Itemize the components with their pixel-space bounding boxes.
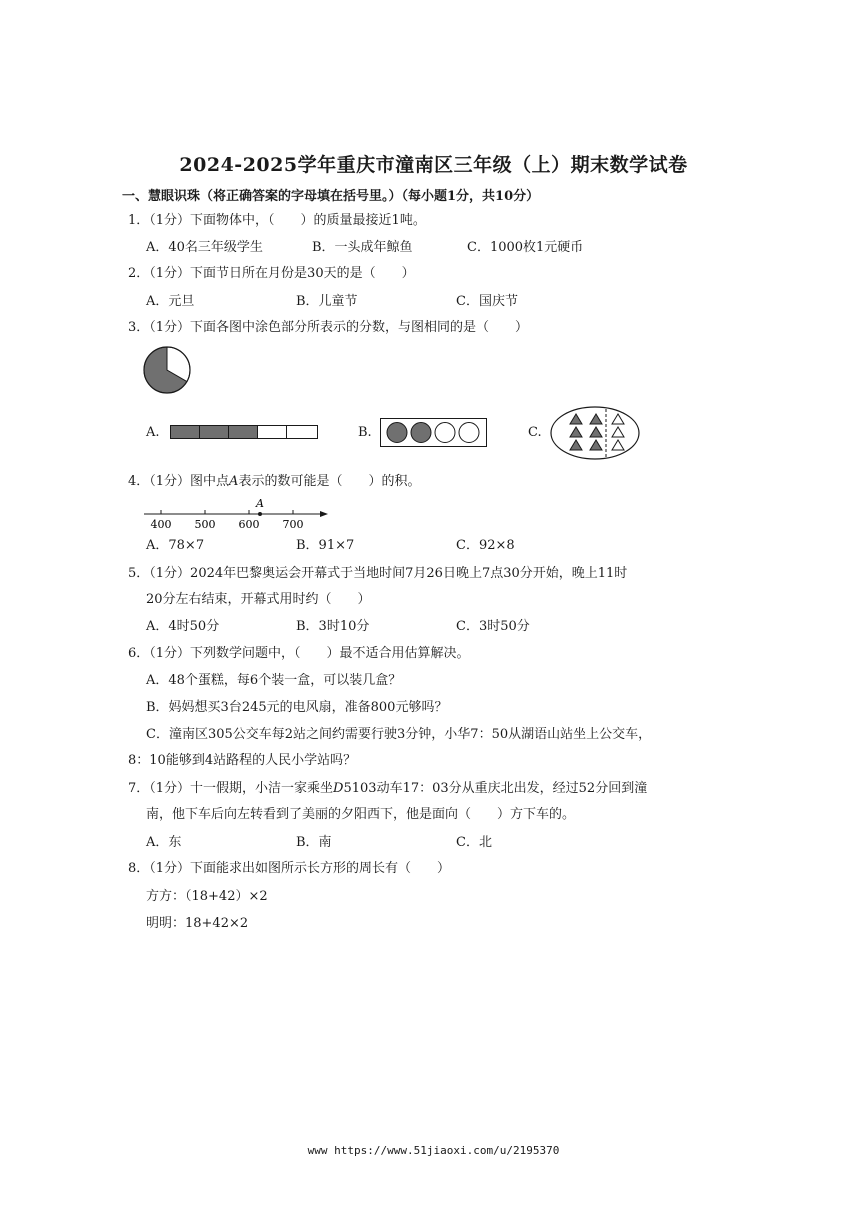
question-1-option-b: B．一头成年鲸鱼 xyxy=(312,240,413,255)
question-7-option-a: A．东 xyxy=(146,835,182,850)
reference-circle-figure xyxy=(143,346,193,396)
question-1-stem: 1．（1分）下面物体中，（ ）的质量最接近1吨。 xyxy=(128,213,426,228)
page-title: 2024-2025学年重庆市潼南区三年级（上）期末数学试卷 xyxy=(179,154,688,176)
option-b-circles-figure xyxy=(380,418,488,448)
question-7-option-b: B．南 xyxy=(296,835,332,850)
question-4-option-c: C．92×8 xyxy=(456,538,515,553)
question-7-line-1-post: 5103动车17：03分从重庆北出发，经过52分回到潼 xyxy=(343,781,648,796)
question-6-option-b: B．妈妈想买3台245元的电风扇，准备800元够吗？ xyxy=(146,700,448,715)
question-5-option-b: B．3时10分 xyxy=(296,619,370,634)
question-2-option-b: B．儿童节 xyxy=(296,294,358,309)
question-5-line-2: 20分左右结束，开幕式用时约（ ） xyxy=(146,592,371,607)
section-heading: 一、慧眼识珠（将正确答案的字母填在括号里。）（每小题1分，共10分） xyxy=(122,189,540,204)
question-2-option-c: C．国庆节 xyxy=(456,294,518,309)
question-2-stem: 2．（1分）下面节日所在月份是30天的是（ ） xyxy=(128,266,415,281)
question-4-stem-pre: 4．（1分）图中点 xyxy=(128,474,230,489)
question-3-option-c: C. xyxy=(528,425,542,440)
question-4-option-a: A．78×7 xyxy=(146,538,205,553)
question-7-line-1 xyxy=(128,780,647,798)
number-line-tick-label: 500 xyxy=(194,518,216,531)
question-8-fangfang-expression: 方方：（18+42）×2 xyxy=(146,889,268,904)
question-6-option-c-line-2: 8：10能够到4站路程的人民小学站吗？ xyxy=(128,753,357,768)
question-1-option-a: A．40名三年级学生 xyxy=(146,240,263,255)
question-3-option-b: B. xyxy=(358,425,372,440)
question-4-point-label: A xyxy=(229,474,239,489)
question-6-option-a: A．48个蛋糕，每6个装一盒，可以装几盒？ xyxy=(146,673,402,688)
number-line-figure xyxy=(144,496,334,536)
footer-watermark-url: www https://www.51jiaoxi.com/u/2195370 xyxy=(307,1144,560,1157)
question-5-option-a: A．4时50分 xyxy=(146,619,220,634)
question-4-option-b: B．91×7 xyxy=(296,538,355,553)
number-line-point-label: A xyxy=(256,497,264,510)
question-7-train-letter: D xyxy=(333,781,344,796)
question-8-mingming-expression: 明明：18+42×2 xyxy=(146,916,249,931)
question-4-stem-post: 表示的数可能是（ ）的积。 xyxy=(238,474,421,489)
number-line-tick-label: 600 xyxy=(238,518,260,531)
question-6-stem: 6．（1分）下列数学问题中，（ ）最不适合用估算解决。 xyxy=(128,646,470,661)
option-c-triangles-figure xyxy=(550,405,642,461)
question-7-option-c: C．北 xyxy=(456,835,492,850)
question-7-line-2: 南，他下车后向左转看到了美丽的夕阳西下，他是面向（ ）方下车的。 xyxy=(146,807,576,822)
question-3-stem: 3．（1分）下面各图中涂色部分所表示的分数，与图相同的是（ ） xyxy=(128,320,529,335)
question-8-stem: 8．（1分）下面能求出如图所示长方形的周长有（ ） xyxy=(128,861,451,876)
question-2-option-a: A．元旦 xyxy=(146,294,195,309)
question-7-line-1-pre: 7．（1分）十一假期，小洁一家乘坐 xyxy=(128,781,334,796)
option-a-bar-figure xyxy=(170,425,320,440)
question-4-stem xyxy=(128,473,420,491)
number-line-tick-label: 400 xyxy=(150,518,172,531)
question-5-option-c: C．3时50分 xyxy=(456,619,530,634)
question-5-line-1: 5．（1分）2024年巴黎奥运会开幕式于当地时间7月26日晚上7点30分开始，晚上11时 xyxy=(128,566,628,581)
question-1-option-c: C．1000枚1元硬币 xyxy=(467,240,584,255)
question-6-option-c-line-1: C．潼南区305公交车每2站之间约需要行驶3分钟，小华7：50从湖语山站坐上公交车， xyxy=(146,727,652,742)
question-3-option-a: A. xyxy=(146,425,160,440)
number-line-tick-label: 700 xyxy=(282,518,304,531)
